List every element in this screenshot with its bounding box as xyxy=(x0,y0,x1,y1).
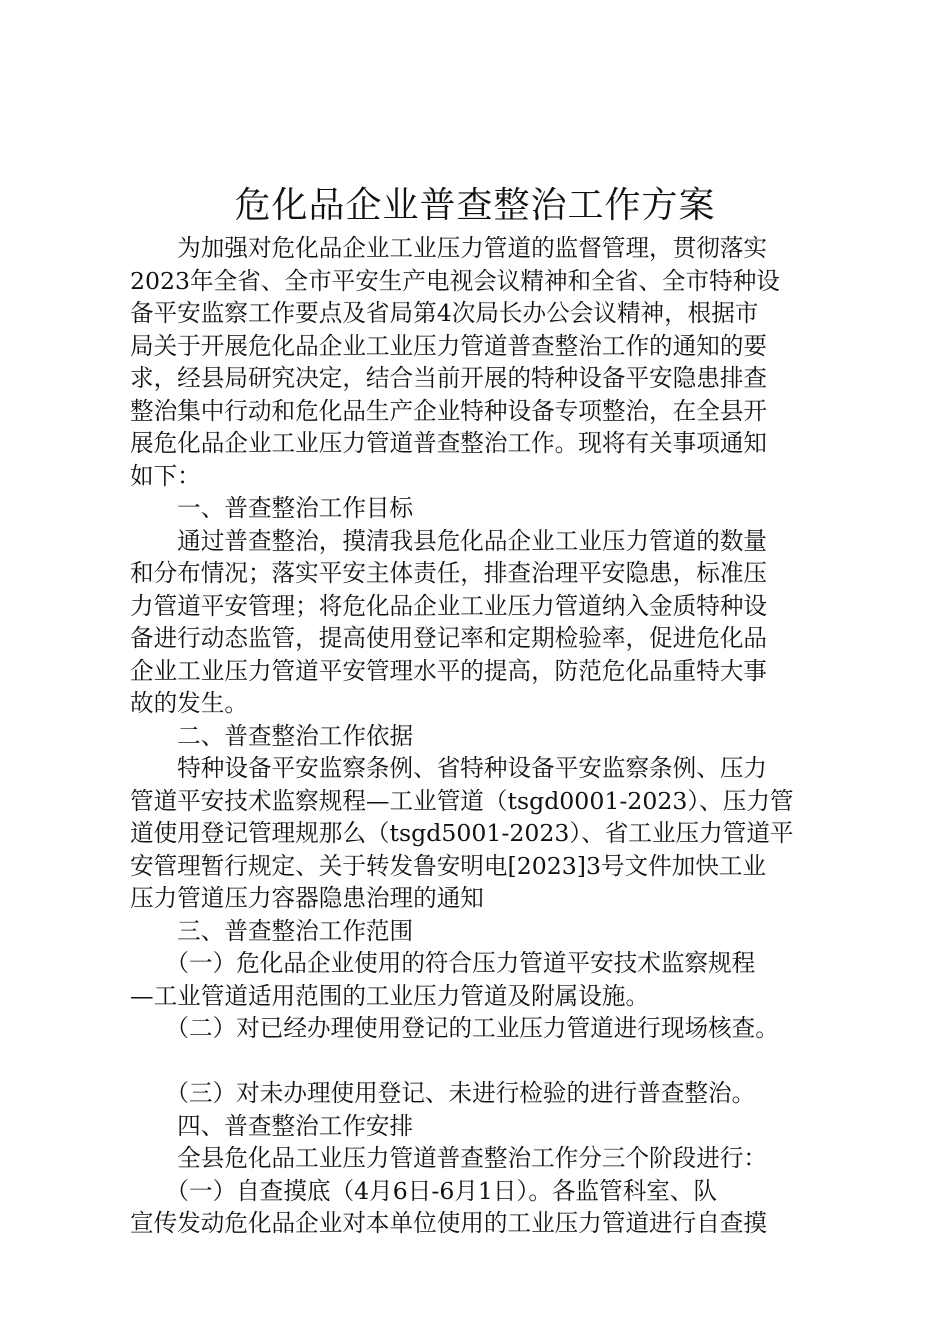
intro-line-7: 展危化品企业工业压力管道普查整治工作。现将有关事项通知 xyxy=(130,429,768,457)
intro-line-8: 如下： xyxy=(130,461,201,490)
schedule-line-3: 宣传发动危化品企业对本单位使用的工业压力管道进行自查摸 xyxy=(130,1209,768,1237)
scope-item-1-line-1: （一）危化品企业使用的符合压力管道平安技术监察规程 xyxy=(130,949,756,977)
basis-line-5: 压力管道压力容器隐患治理的通知 xyxy=(130,884,484,912)
intro-line-3: 备平安监察工作要点及省局第4次局长办公会议精神，根据市 xyxy=(130,299,759,327)
goal-line-5: 企业工业压力管道平安管理水平的提高，防范危化品重特大事 xyxy=(130,656,768,685)
document-body xyxy=(130,232,830,1240)
section-heading-3: 三、普查整治工作范围 xyxy=(130,916,414,945)
goal-line-3: 力管道平安管理；将危化品企业工业压力管道纳入金质特种设 xyxy=(130,591,768,620)
intro-line-5: 求，经县局研究决定，结合当前开展的特种设备平安隐患排查 xyxy=(130,364,768,392)
section-heading-4: 四、普查整治工作安排 xyxy=(130,1111,414,1140)
scope-item-1-line-2: —工业管道适用范围的工业压力管道及附属设施。 xyxy=(130,981,650,1010)
scope-item-2: （二）对已经办理使用登记的工业压力管道进行现场核查。 xyxy=(130,1014,779,1042)
section-heading-1: 一、普查整治工作目标 xyxy=(130,494,414,522)
goal-line-6: 故的发生。 xyxy=(130,689,248,717)
intro-line-6: 整治集中行动和危化品生产企业特种设备专项整治，在全县开 xyxy=(130,396,768,425)
basis-line-3: 道使用登记管理规那么（tsgd5001-2023）、省工业压力管道平 xyxy=(130,819,794,847)
section-heading-2: 二、普查整治工作依据 xyxy=(130,721,414,750)
document-title: 危化品企业普查整治工作方案 xyxy=(234,185,716,226)
basis-line-4: 安管理暂行规定、关于转发鲁安明电[2023]3号文件加快工业 xyxy=(130,851,767,880)
intro-line-4: 局关于开展危化品企业工业压力管道普查整治工作的通知的要 xyxy=(130,331,768,360)
goal-line-1: 通过普查整治，摸清我县危化品企业工业压力管道的数量 xyxy=(130,526,768,555)
intro-line-1: 为加强对危化品企业工业压力管道的监督管理，贯彻落实 xyxy=(130,234,768,262)
basis-line-1: 特种设备平安监察条例、省特种设备平安监察条例、压力 xyxy=(130,754,768,782)
schedule-line-2: （一）自查摸底（4月6日-6月1日）。各监管科室、队 xyxy=(130,1176,718,1205)
goal-line-4: 备进行动态监管，提高使用登记率和定期检验率，促进危化品 xyxy=(130,624,768,652)
basis-line-2: 管道平安技术监察规程—工业管道（tsgd0001-2023）、压力管 xyxy=(130,786,794,815)
schedule-line-1: 全县危化品工业压力管道普查整治工作分三个阶段进行： xyxy=(130,1144,768,1172)
goal-line-2: 和分布情况；落实平安主体责任，排查治理平安隐患，标准压 xyxy=(130,559,768,587)
blank-line xyxy=(130,1045,830,1078)
scope-item-3: （三）对未办理使用登记、未进行检验的进行普查整治。 xyxy=(130,1079,756,1107)
intro-line-2: 2023年全省、全市平安生产电视会议精神和全省、全市特种设 xyxy=(130,266,780,295)
